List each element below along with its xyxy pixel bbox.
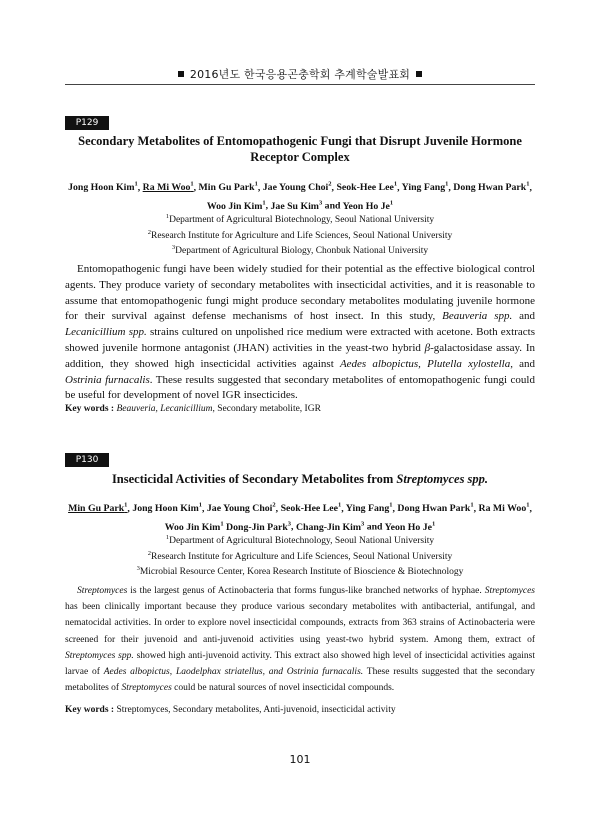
authors-line-1: Jong Hoon Kim$^1$, Ra Mi Woo$^1$, Min Gu Park$^1$, Jae Young Choi$^2$, Seok-Hee Lee$^1$, Ying Fang$^1$, Dong Hwan Park$^1$, [68, 181, 532, 194]
author-list [65, 177, 535, 214]
author: Min Gu Park$^1$ [198, 181, 258, 194]
authors-line-2: Woo Jin Kim$^1$, Jae Su Kim$^3$ and Yeon Ho Je$^1$ [206, 199, 394, 212]
author: Dong Hwan Park$^1$ [397, 502, 474, 515]
author: Jae Young Choi$^2$ [206, 502, 276, 515]
author-list [65, 498, 535, 535]
affiliation: $^1$Department of Agricultural Biotechnology, Seoul National University [165, 534, 435, 547]
page-number: 101 [289, 753, 311, 766]
author-presenter: Min Gu Park$^1$ [68, 502, 128, 515]
square-bullet-icon [178, 71, 184, 77]
author-presenter: Ra Mi Woo$^1$ [142, 181, 194, 194]
affiliation: $^1$Department of Agricultural Biotechnology, Seoul National University [165, 213, 435, 226]
author: Dong Hwan Park$^1$ [453, 181, 530, 194]
author: Jong Hoon Kim$^1$ [68, 181, 138, 194]
author: Jae Su Kim$^3$ [270, 199, 323, 212]
author: Jong Hoon Kim$^1$ [132, 502, 202, 515]
author: Ying Fang$^1$ [401, 181, 449, 194]
abstract-paragraph: Entomopathogenic fungi have been widely studied for their potential as the effective biological control agents. They produce variety of secondary metabolites with insecticidal activities, and it is reasonable to assume that entomopathogenic fungi might produce secondary metabolites modulating juvenile hormone for their survival against defense mechanisms of host insect. In this study, Beauveria spp. and Lecanicillium spp. strains cultured on unpolished rice medium were extracted with acetone. Both extracts showed juvenile hormone antagonist (JHAN) activities in the yeast-two hybrid β-galactosidase assay. In addition, they showed high insecticidal activities against Aedes albopictus, Plutella xylostella, and Ostrinia furnacalis. These results suggested that secondary metabolites of entomopathogenic fungi could be useful for development of novel IGR insecticides. [65, 263, 536, 402]
abstract-tag: P130 [65, 453, 109, 467]
conference-name: 2016년도 한국응용곤충학회 추계학술발표회 [189, 68, 411, 81]
author: Dong-Jin Park$^3$ [226, 520, 292, 533]
abstract-body [65, 262, 535, 404]
affiliation: $^2$Research Institute for Agriculture and Life Sciences, Seoul National University [147, 549, 453, 562]
authors-line-1: Min Gu Park$^1$, Jong Hoon Kim$^1$, Jae Young Choi$^2$, Seok-Hee Lee$^1$, Ying Fang$^1$, Dong Hwan Park$^1$, Ra Mi Woo$^1$, [68, 502, 532, 515]
author: Yeon Ho Je$^1$ [342, 199, 394, 212]
affiliation-list [65, 532, 535, 579]
affiliation: $^2$Research Institute for Agriculture and Life Sciences, Seoul National University [147, 228, 453, 241]
affiliation-list [65, 211, 535, 258]
affiliation: $^3$Microbial Resource Center, Korea Research Institute of Bioscience & Biotechnology [136, 565, 464, 578]
author: Ra Mi Woo$^1$ [478, 502, 530, 515]
conference-header [0, 66, 600, 82]
square-bullet-icon [416, 71, 422, 77]
author: Jae Young Choi$^2$ [262, 181, 332, 194]
author: Ying Fang$^1$ [345, 502, 393, 515]
header-rule [65, 84, 535, 85]
author: Seok-Hee Lee$^1$ [280, 502, 342, 515]
paper-title: Secondary Metabolites of Entomopathogenic Fungi that Disrupt Juvenile Hormone Receptor Complex [78, 134, 522, 164]
paper-title: Insecticidal Activities of Secondary Metabolites from Streptomyces spp. [111, 472, 489, 486]
author: Seok-Hee Lee$^1$ [336, 181, 398, 194]
abstract-tag: P129 [65, 116, 109, 130]
author: Yeon Ho Je$^1$ [384, 520, 436, 533]
abstract-body [65, 583, 535, 696]
keywords: Key words : Streptomyces, Secondary metabolites, Anti-juvenoid, insecticidal activity [65, 705, 396, 715]
affiliation: $^3$Department of Agricultural Biology, Chonbuk National University [171, 244, 429, 257]
author: Woo Jin Kim$^1$ [206, 199, 266, 212]
abstract-paragraph: Streptomyces is the largest genus of Actinobacteria that forms fungus-like branched networks of hyphae. Streptomyces has been clinically important because they produce various secondary metabolites with antibacterial, antifungal, and nematocidal activities. In order to explore novel insecticidal compounds, extracts from 363 strains of Actinobacteria were screened for their juvenoid and anti-juvenoid activities using yeast-two hybrid system. Among them, extract of Streptomyces spp. showed high anti-juvenoid activity. This extract also showed high level of insecticidal activities against larvae of Aedes albopictus, Laodelphax striatellus, and Ostrinia furnacalis. These results suggested that the secondary metabolites of Streptomyces could be natural sources of novel insecticidal compounds. [65, 586, 536, 694]
authors-line-2: Woo Jin Kim$^1$ Dong-Jin Park$^3$, Chang-Jin Kim$^3$ and Yeon Ho Je$^1$ [164, 520, 436, 533]
author: Chang-Jin Kim$^3$ [295, 520, 365, 533]
author: Woo Jin Kim$^1$ [164, 520, 224, 533]
keywords: Key words : Beauveria, Lecanicillium, Secondary metabolite, IGR [65, 404, 321, 414]
